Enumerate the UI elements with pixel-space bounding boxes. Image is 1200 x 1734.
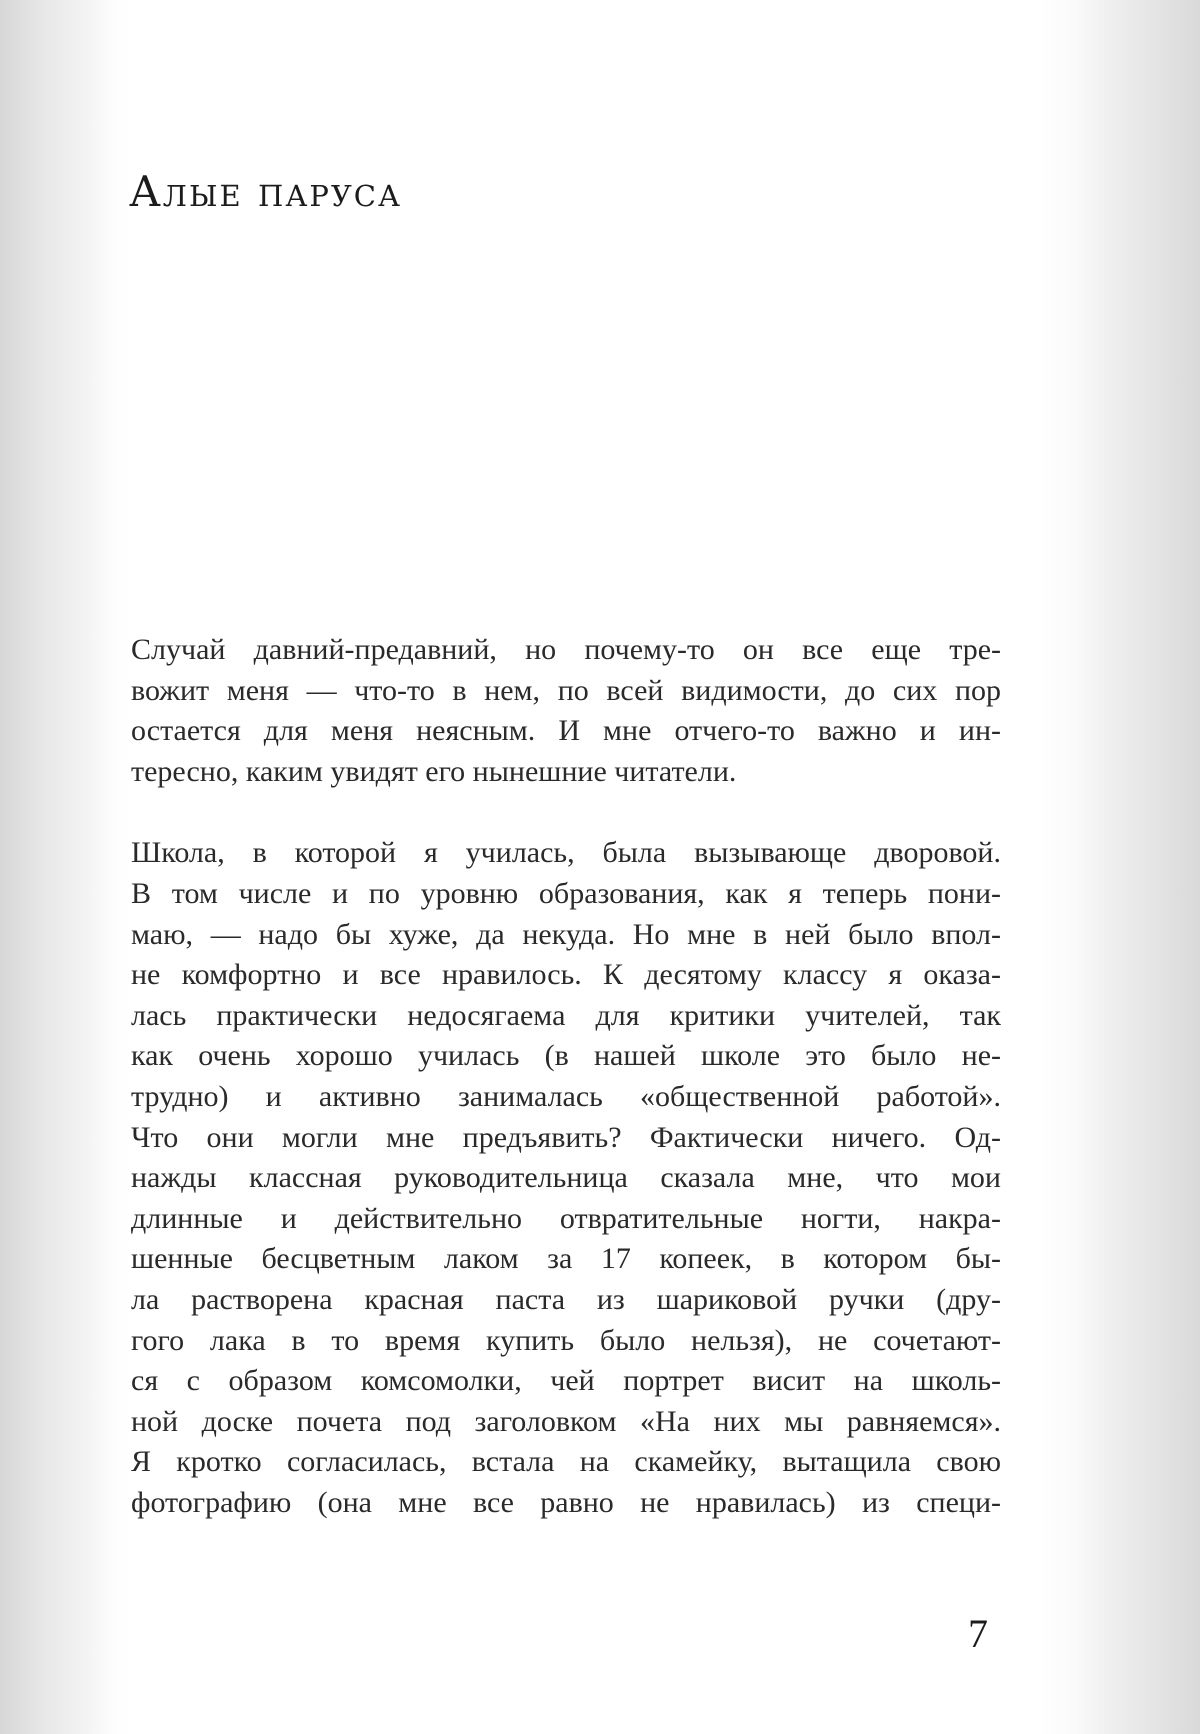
text-line: Что они могли мне предъявить? Фактически ничего. Од- xyxy=(131,1120,1001,1154)
text-line: фотографию (она мне все равно не нравилась) из специ- xyxy=(131,1485,1001,1519)
text-line: остается для меня неясным. И мне отчего-то важно и ин- xyxy=(131,714,1001,748)
text-line: длинные и действительно отвратительные ногти, накра- xyxy=(131,1201,1001,1235)
text-line: ла растворена красная паста из шариковой ручки (дру- xyxy=(131,1282,1001,1316)
body-text xyxy=(131,630,1001,1523)
page-number: 7 xyxy=(968,1611,988,1656)
text-line: Случай давний-предавний, но почему-то он все еще тре- xyxy=(131,633,1001,666)
text-line: вожит меня — что-то в нем, по всей видимости, до сих пор xyxy=(131,673,1001,707)
text-line: Школа, в которой я училась, была вызывающе дворовой. xyxy=(131,836,1001,870)
paragraph-1 xyxy=(131,630,1001,792)
text-line: ся с образом комсомолки, чей портрет висит на школь- xyxy=(131,1364,1001,1398)
text-line: шенные бесцветным лаком за 17 копеек, в котором бы- xyxy=(131,1242,1001,1276)
text-line: трудно) и активно занималась «общественной работой». xyxy=(131,1079,1001,1113)
chapter-title: Алые паруса xyxy=(129,167,402,216)
text-line: как очень хорошо училась (в нашей школе это было не- xyxy=(131,1039,1001,1073)
text-line: не комфортно и все нравилось. К десятому классу я оказа- xyxy=(131,958,1001,992)
text-line: ной доске почета под заголовком «На них мы равняемся». xyxy=(131,1404,1001,1438)
text-line: нажды классная руководительница сказала мне, что мои xyxy=(131,1161,1001,1195)
text-line: лась практически недосягаема для критики учителей, так xyxy=(131,998,1001,1032)
text-line: гого лака в то время купить было нельзя), не сочетают- xyxy=(131,1323,1001,1357)
paragraph-2 xyxy=(131,833,1001,1523)
text-line: маю, — надо бы хуже, да некуда. Но мне в ней было впол- xyxy=(131,917,1001,951)
text-line: Я кротко согласилась, встала на скамейку, вытащила свою xyxy=(131,1445,1001,1479)
text-line: тересно, каким увидят его нынешние читатели. xyxy=(131,754,737,788)
text-line: В том числе и по уровню образования, как я теперь пони- xyxy=(131,876,1001,910)
